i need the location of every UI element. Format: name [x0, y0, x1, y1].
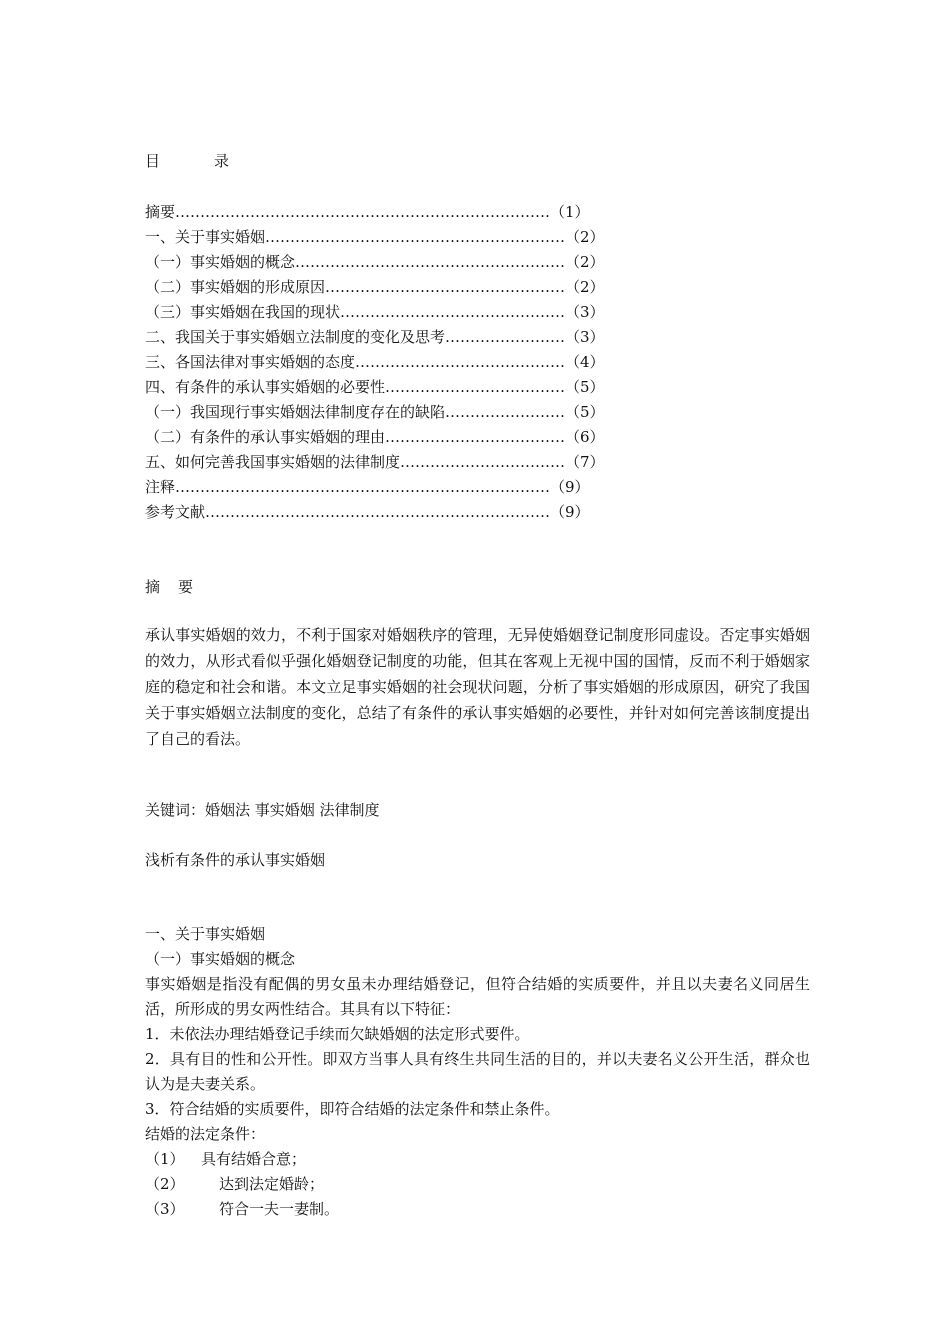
toc-entry: （三）事实婚姻在我国的现状………………………………………（3） [145, 303, 605, 321]
feature-item-2: 2．具有目的性和公开性。即双方当事人具有终生共同生活的目的，并以夫妻名义公开生活，群众也认为是夫妻关系。 [145, 1050, 810, 1093]
abstract-heading-right: 要 [178, 578, 194, 596]
toc-entry: 摘要…………………………………………………………………（1） [145, 203, 590, 221]
toc-entry: 参考文献……………………………………………………………（9） [145, 503, 590, 521]
condition-label: （1） [145, 1150, 185, 1168]
body-section [145, 922, 810, 1222]
feature-item-3: 3．符合结婚的实质要件，即符合结婚的法定条件和禁止条件。 [145, 1100, 560, 1118]
article-title: 浅析有条件的承认事实婚姻 [145, 851, 326, 869]
condition-text: 符合一夫一妻制。 [219, 1200, 340, 1218]
condition-text: 达到法定婚龄； [219, 1175, 325, 1193]
toc-entry: （一）事实婚姻的概念………………………………………………（2） [145, 253, 605, 271]
condition-label: （2） [145, 1175, 185, 1193]
conditions-heading: 结婚的法定条件： [145, 1125, 266, 1143]
toc-entry: 注释…………………………………………………………………（9） [145, 478, 590, 496]
abstract-heading [145, 576, 193, 597]
toc-entry: 三、各国法律对事实婚姻的态度……………………………………（4） [145, 353, 605, 371]
abstract-heading-left: 摘 [145, 578, 161, 596]
toc-title-left: 目 [145, 152, 161, 170]
toc-title-right: 录 [214, 152, 230, 170]
condition-item [145, 1147, 810, 1172]
table-of-contents [145, 200, 810, 525]
toc-title [145, 150, 229, 171]
section-heading: 一、关于事实婚姻 [145, 925, 266, 943]
condition-item [145, 1197, 810, 1222]
toc-entry: 四、有条件的承认事实婚姻的必要性………………………………（5） [145, 378, 605, 396]
keywords: 关键词：婚姻法 事实婚姻 法律制度 [145, 801, 380, 819]
definition-paragraph: 事实婚姻是指没有配偶的男女虽未办理结婚登记，但符合结婚的实质要件，并且以夫妻名义同居生活，所形成的男女两性结合。其具有以下特征： [145, 975, 810, 1018]
toc-entry: 二、我国关于事实婚姻立法制度的变化及思考……………………（3） [145, 328, 605, 346]
subsection-heading: （一）事实婚姻的概念 [145, 950, 296, 968]
toc-entry: （二）事实婚姻的形成原因…………………………………………（2） [145, 278, 605, 296]
toc-entry: 一、关于事实婚姻……………………………………………………（2） [145, 228, 605, 246]
condition-item [145, 1172, 810, 1197]
toc-entry: （二）有条件的承认事实婚姻的理由………………………………（6） [145, 428, 605, 446]
toc-entry: 五、如何完善我国事实婚姻的法律制度……………………………（7） [145, 453, 605, 471]
abstract-body: 承认事实婚姻的效力，不利于国家对婚姻秩序的管理，无异使婚姻登记制度形同虚设。否定事实婚姻的效力，从形式看似乎强化婚姻登记制度的功能，但其在客观上无视中国的国情，反而不利于婚姻家庭的稳定和社会和谐。本文立足事实婚姻的社会现状问题，分析了事实婚姻的形成原因，研究了我国关于事实婚姻立法制度的变化，总结了有条件的承认事实婚姻的必要性，并针对如何完善该制度提出了自己的看法。 [145, 626, 810, 748]
feature-item-1: 1．未依法办理结婚登记手续而欠缺婚姻的法定形式要件。 [145, 1025, 530, 1043]
toc-entry: （一）我国现行事实婚姻法律制度存在的缺陷……………………（5） [145, 403, 605, 421]
condition-label: （3） [145, 1200, 185, 1218]
condition-text: 具有结婚合意； [201, 1150, 307, 1168]
